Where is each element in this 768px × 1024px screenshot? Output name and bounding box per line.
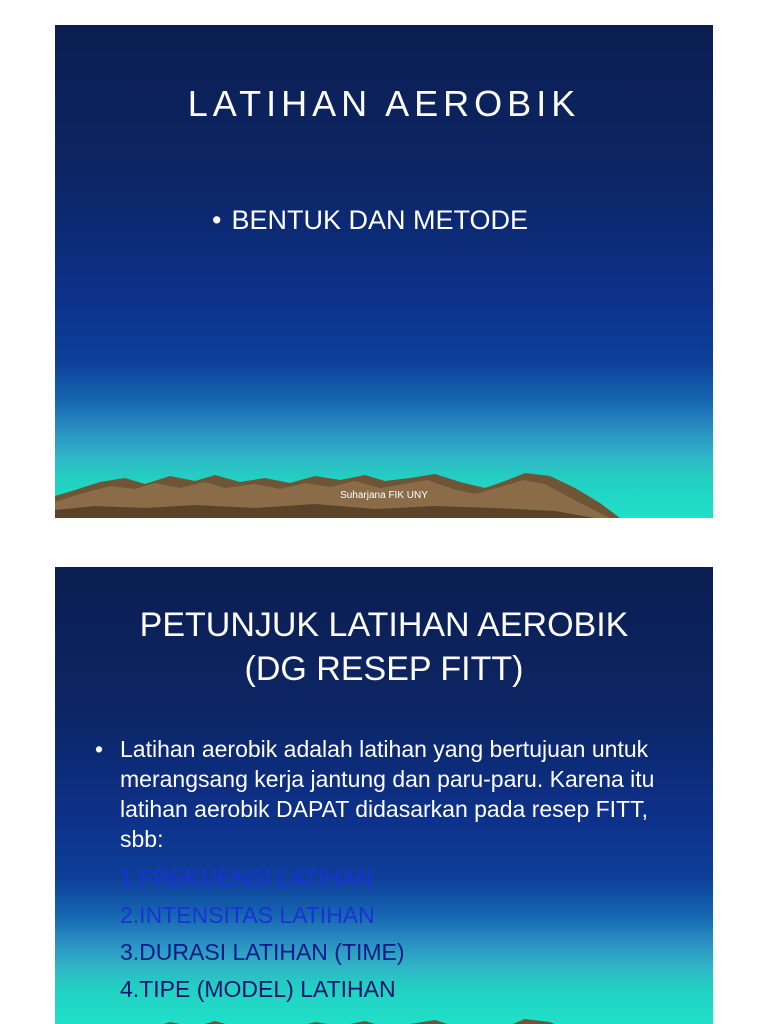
list-item: 3.DURASI LATIHAN (TIME) bbox=[120, 939, 405, 965]
bullet-dot-icon: • bbox=[95, 736, 104, 762]
title-line-1: PETUNJUK LATIHAN AEROBIK bbox=[139, 606, 629, 644]
bullet-text: BENTUK DAN METODE bbox=[231, 205, 528, 235]
bullet-item bbox=[212, 205, 528, 236]
fitt-list bbox=[120, 860, 695, 1008]
title-line-2: (DG RESEP FITT) bbox=[244, 650, 524, 688]
slide-body bbox=[95, 734, 695, 1008]
list-item: 4.TIPE (MODEL) LATIHAN bbox=[120, 976, 396, 1002]
paragraph-text: Latihan aerobik adalah latihan yang bertujuan untuk merangsang kerja jantung dan paru-paru. Karena itu latihan aerobik DAPAT didasarkan pada resep FITT, sbb: bbox=[120, 736, 655, 852]
mountain-range-illustration bbox=[55, 448, 713, 518]
list-item: 2.INTENSITAS LATIHAN bbox=[120, 902, 375, 928]
bullet-dot-icon: • bbox=[212, 205, 222, 235]
slide-1 bbox=[55, 25, 713, 518]
slide-title: LATIHAN AEROBIK bbox=[187, 83, 581, 124]
slide-2 bbox=[55, 567, 713, 1024]
slide-title bbox=[55, 603, 713, 691]
list-item: 1.FREKUENSI LATIHAN bbox=[120, 865, 373, 891]
footer-text: Suharjana FIK UNY bbox=[340, 490, 428, 501]
bullet-paragraph bbox=[95, 734, 695, 854]
